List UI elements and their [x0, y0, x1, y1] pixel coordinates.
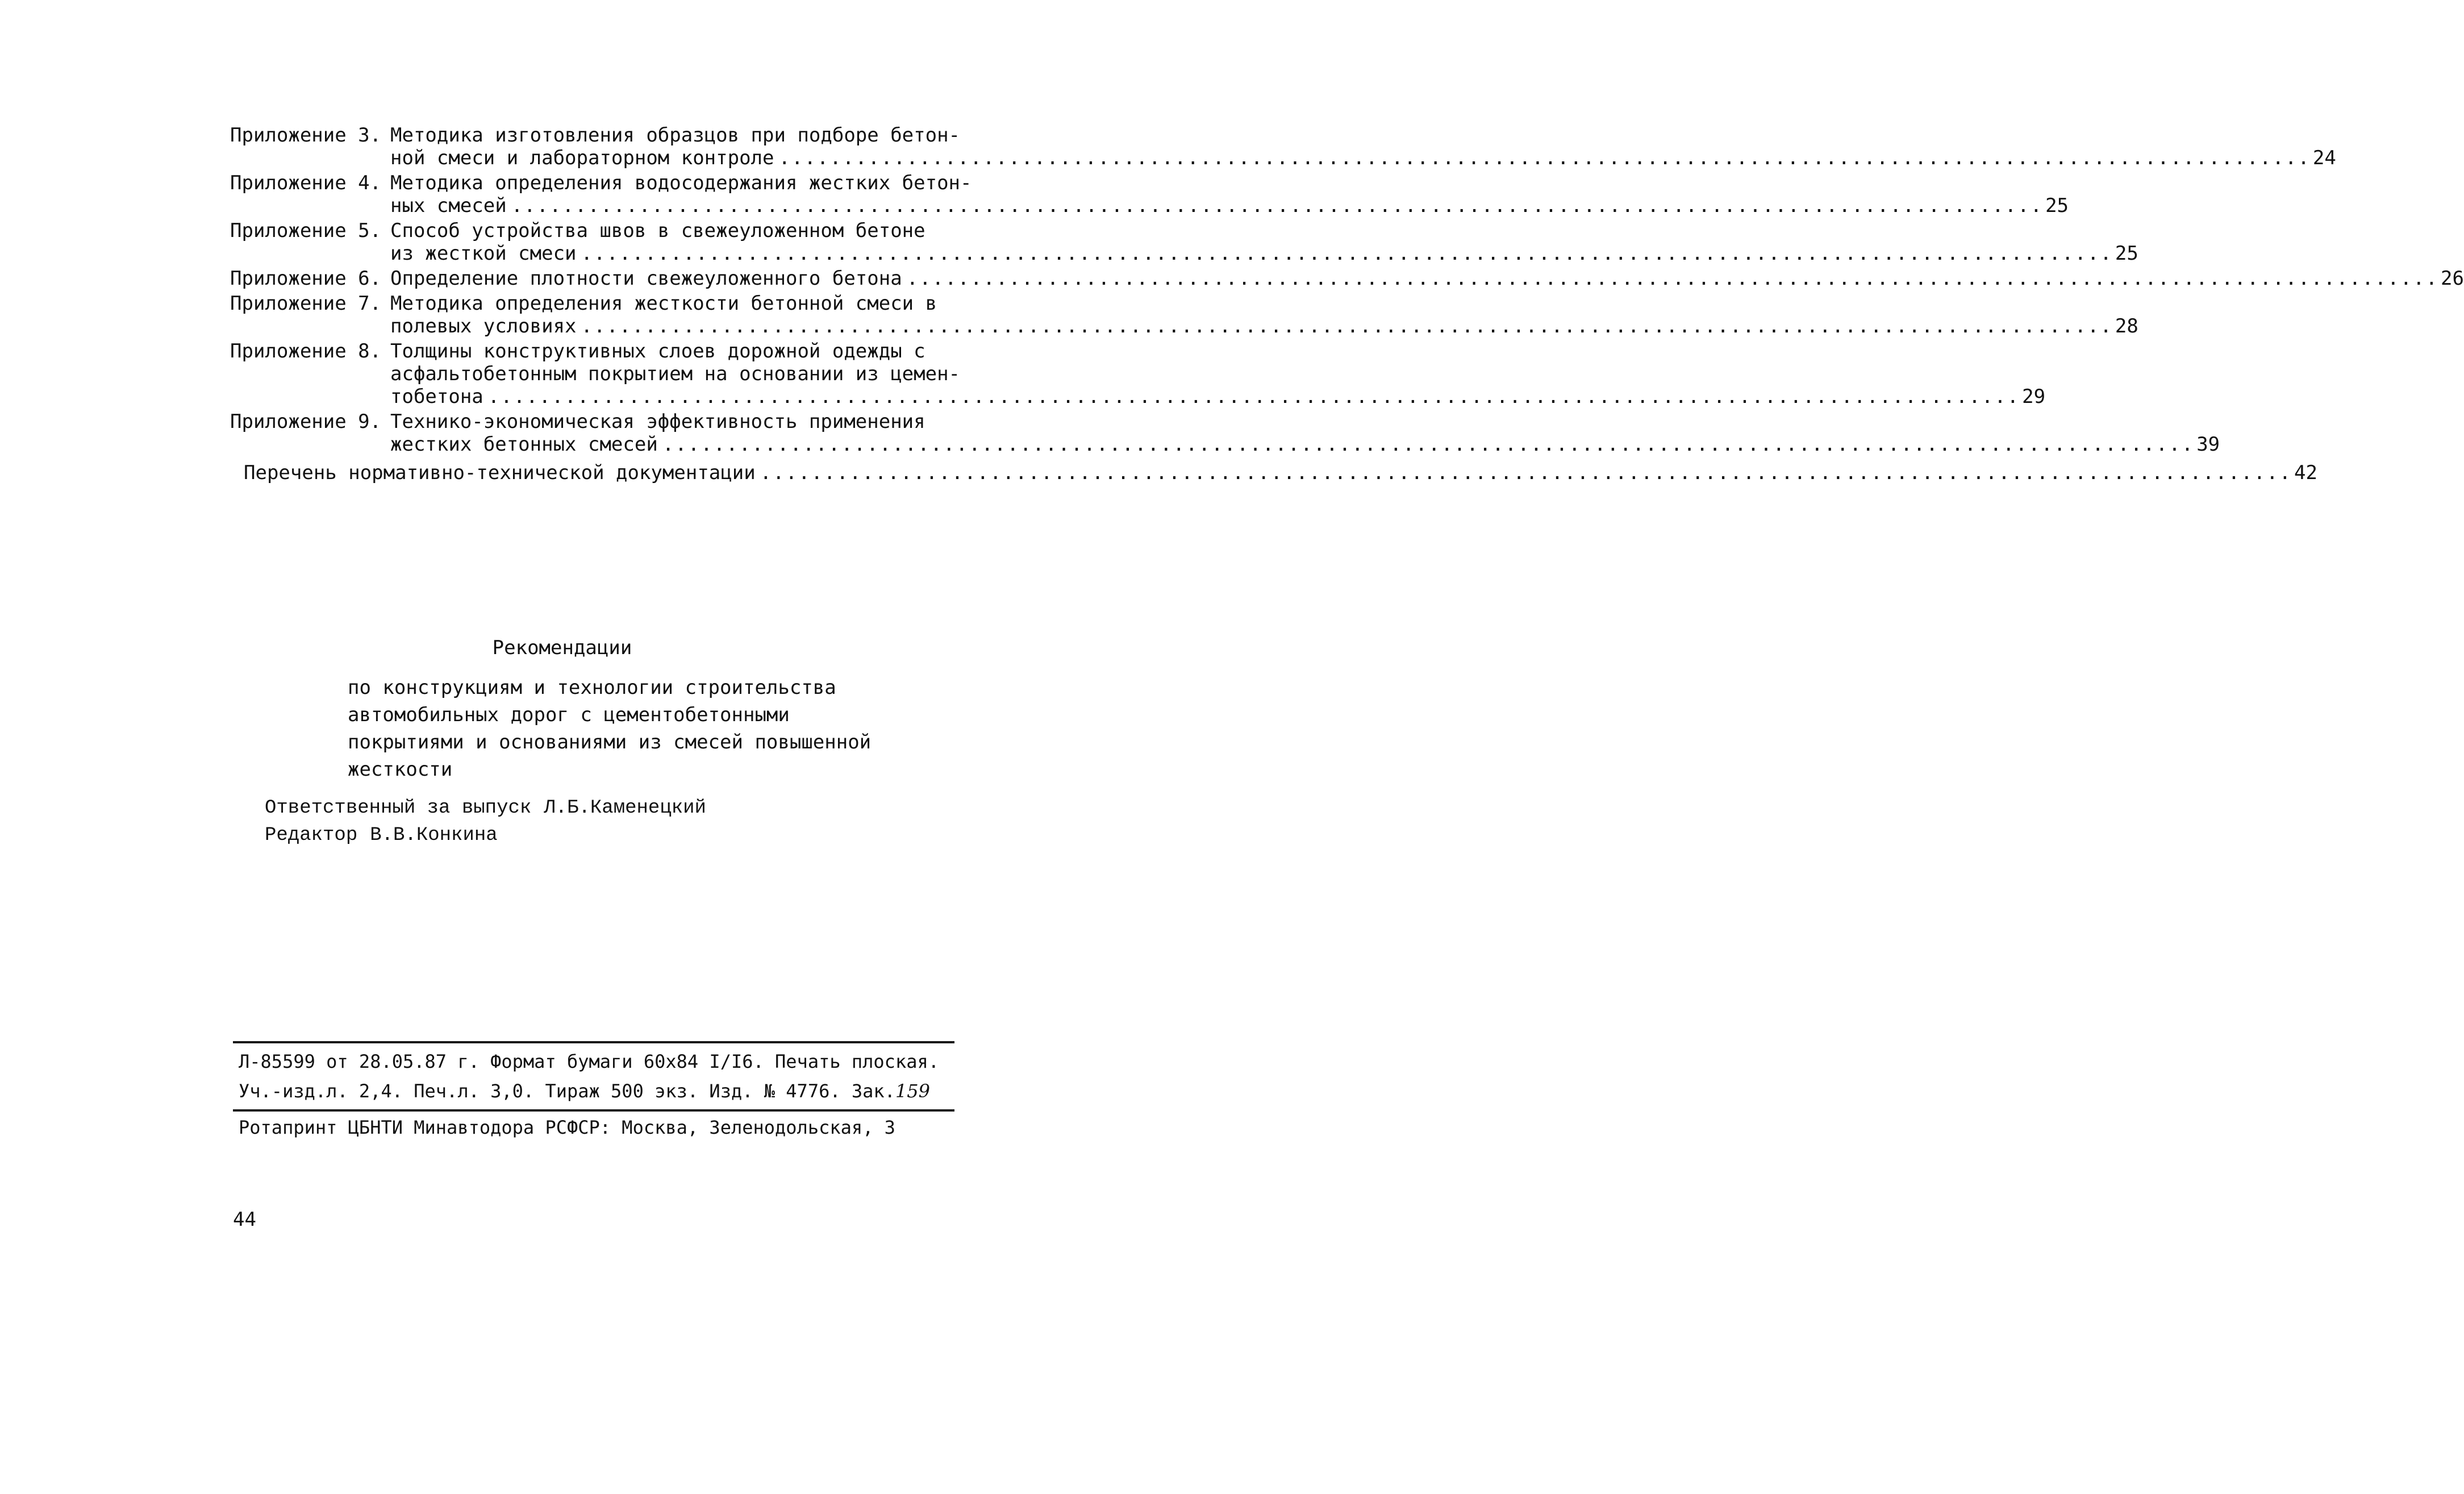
title-line: жесткости — [348, 758, 453, 781]
toc-page-number: 26 — [2441, 267, 2464, 290]
responsible-label: Ответственный за выпуск — [265, 797, 532, 819]
toc-entry-text: из жесткой смеси — [390, 242, 577, 265]
toc-page-number: 25 — [2045, 194, 2069, 217]
toc-entry-body — [390, 267, 2464, 290]
toc-entry — [230, 267, 2464, 290]
toc-entry-label: Приложение 7. — [230, 292, 382, 315]
toc-entry-label: Приложение 5. — [230, 219, 382, 242]
toc-entry-last-line — [390, 385, 2046, 408]
responsible-row — [265, 794, 706, 822]
page-number: 44 — [233, 1208, 256, 1231]
editor-name: В.В.Конкина — [370, 825, 498, 846]
imprint-bottom-rule — [233, 1109, 954, 1112]
toc-entry-last-line — [390, 315, 2138, 338]
toc-entry-text: полевых условиях — [390, 315, 577, 338]
toc-entry-body — [390, 292, 2138, 338]
recommendations-title — [348, 674, 916, 783]
toc-entry-label: Приложение 9. — [230, 410, 382, 433]
toc-page-number: 24 — [2312, 147, 2336, 169]
toc-dot-leader: ........................................................................................................................ — [511, 194, 2044, 217]
toc-entry-text: ной смеси и лабораторном контроле — [390, 147, 774, 169]
toc-entry-text: асфальтобетонным покрытием на основании из цемен- — [390, 363, 961, 385]
toc-entry-body — [390, 172, 2069, 217]
toc-entry — [230, 219, 2138, 265]
imprint-line-2 — [239, 1079, 960, 1104]
toc-entry-last-line — [230, 461, 2317, 484]
toc-entry-body — [390, 340, 2046, 408]
toc-entry-body — [390, 410, 2220, 456]
toc-dot-leader: ........................................................................................................................ — [581, 242, 2113, 265]
toc-page-number: 25 — [2115, 242, 2138, 265]
toc-entry-text: Методика определения жесткости бетонной смеси в — [390, 292, 937, 315]
toc-entry-text: Толщины конструктивных слоев дорожной одежды с — [390, 340, 925, 363]
toc-entry-text: Перечень нормативно-технической документации — [244, 461, 756, 484]
toc-entry-text: ных смесей — [390, 194, 507, 217]
recommendations-heading: Рекомендации — [492, 636, 632, 659]
toc-entry-text: Технико-экономическая эффективность применения — [390, 410, 925, 433]
toc-entry — [230, 410, 2220, 456]
toc-page-number: 29 — [2022, 385, 2046, 408]
toc-entry-label: Приложение 4. — [230, 172, 382, 194]
editor-label: Редактор — [265, 825, 358, 846]
imprint-line-1: Л-85599 от 28.05.87 г. Формат бумаги 60x84 I/I6. Печать плоская. — [239, 1051, 939, 1072]
toc-entry-last-line — [390, 147, 2336, 169]
toc-entry-text: жестких бетонных смесей — [390, 433, 658, 456]
toc-entry — [230, 172, 2069, 217]
printer-line: Ротапринт ЦБНТИ Минавтодора РСФСР: Москва, Зеленодольская, 3 — [239, 1117, 895, 1138]
toc-entry-text: Определение плотности свежеуложенного бетона — [390, 267, 902, 290]
toc-entry-last-line — [390, 194, 2069, 217]
title-line: покрытиями и основаниями из смесей повышенной — [348, 731, 872, 754]
imprint-top-rule — [233, 1041, 954, 1043]
toc-page-number: 42 — [2294, 461, 2317, 484]
toc-entry-label: Приложение 8. — [230, 340, 382, 363]
toc-entry-body — [390, 219, 2138, 265]
toc-page-number: 39 — [2196, 433, 2220, 456]
toc-dot-leader: ........................................................................................................................ — [487, 385, 2020, 408]
responsible-name: Л.Б.Каменецкий — [544, 797, 706, 819]
toc-entry-body — [390, 124, 2336, 169]
toc-dot-leader: ........................................................................................................................ — [906, 267, 2439, 290]
order-number: 159 — [895, 1080, 931, 1102]
imprint-line-2-text: Уч.-изд.л. 2,4. Печ.л. 3,0. Тираж 500 экз. Изд. № 4776. Зак. — [239, 1080, 895, 1102]
toc-page-number: 28 — [2115, 315, 2138, 338]
toc-entry-label: Приложение 3. — [230, 124, 382, 147]
credits — [265, 794, 706, 849]
toc-entry-last-line — [390, 242, 2138, 265]
editor-row — [265, 822, 706, 849]
toc-dot-leader: ........................................................................................................................ — [662, 433, 2195, 456]
toc-entry — [230, 340, 2046, 408]
toc-entry-text: тобетона — [390, 385, 483, 408]
toc-entry — [230, 292, 2138, 338]
toc-entry — [230, 461, 2317, 484]
toc-dot-leader: ........................................................................................................................ — [778, 147, 2311, 169]
toc-entry-text: Методика изготовления образцов при подборе бетон- — [390, 124, 961, 147]
toc-entry-body — [230, 461, 2317, 484]
toc-dot-leader: ........................................................................................................................ — [760, 461, 2292, 484]
title-line: по конструкциям и технологии строительства — [348, 676, 836, 699]
toc-entry-last-line — [390, 433, 2220, 456]
toc-entry — [230, 124, 2336, 169]
table-of-contents — [230, 124, 2464, 486]
toc-entry-last-line — [390, 267, 2464, 290]
toc-entry-text: Методика определения водосодержания жестких бетон- — [390, 172, 972, 194]
toc-dot-leader: ........................................................................................................................ — [581, 315, 2113, 338]
toc-entry-text: Способ устройства швов в свежеуложенном бетоне — [390, 219, 925, 242]
title-line: автомобильных дорог с цементобетонными — [348, 704, 790, 726]
toc-entry-label: Приложение 6. — [230, 267, 382, 290]
